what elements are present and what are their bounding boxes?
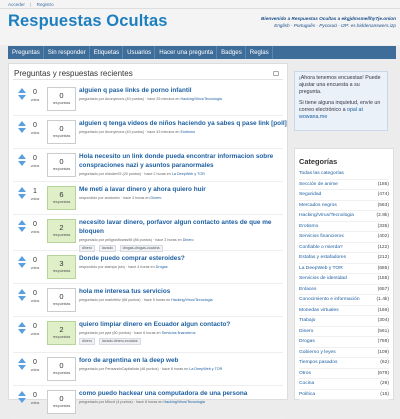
category-item[interactable] bbox=[299, 379, 389, 390]
answer-count-box bbox=[47, 321, 76, 345]
tag[interactable]: drogas-drogas-cocaína bbox=[120, 245, 163, 252]
category-name[interactable]: Tiempos pasados bbox=[299, 360, 338, 365]
answer-count: 0 bbox=[59, 124, 64, 133]
vote-count: 0 bbox=[33, 89, 37, 96]
question-row bbox=[13, 317, 283, 353]
question-category[interactable]: La DeepWeb y TOR bbox=[189, 367, 223, 371]
category-name[interactable]: Drogas bbox=[299, 339, 315, 344]
category-count: (1.4k) bbox=[376, 297, 389, 302]
category-item[interactable] bbox=[299, 253, 389, 264]
vote-count: 0 bbox=[33, 221, 37, 228]
answer-label: respuestas bbox=[52, 335, 71, 339]
category-item[interactable] bbox=[299, 348, 389, 359]
vote-up-icon[interactable] bbox=[18, 289, 26, 294]
vote-up-icon[interactable] bbox=[18, 154, 26, 159]
category-count: (166) bbox=[377, 307, 389, 313]
answer-label: respuestas bbox=[52, 233, 71, 237]
category-name[interactable]: Gobierno y leyes bbox=[299, 349, 336, 355]
question-meta-text: respondido por andromix · hace 3 horas en bbox=[79, 196, 150, 200]
vote-label: votos bbox=[30, 299, 40, 303]
question-body bbox=[79, 218, 287, 252]
language-links[interactable]: English - Português - Русский - I2P: es.hiddenanswers.i2p bbox=[274, 23, 396, 28]
category-count: (402) bbox=[377, 234, 389, 239]
question-row bbox=[13, 215, 283, 251]
question-category[interactable]: Erotismo bbox=[180, 130, 196, 134]
category-name[interactable]: Política bbox=[299, 391, 316, 397]
category-item[interactable] bbox=[299, 243, 389, 254]
topbar-separator: | bbox=[30, 2, 32, 7]
nav-sin-responder[interactable]: Sin responder bbox=[44, 46, 90, 59]
nav-usuarios[interactable]: Usuarios bbox=[123, 46, 155, 59]
welcome-line1-b[interactable]: a ekgjdmsmellhy7je.onion bbox=[337, 16, 396, 21]
question-title[interactable]: hola me interesa tus servicios bbox=[79, 288, 171, 295]
answer-count-box bbox=[47, 120, 76, 144]
category-name[interactable]: Cocina bbox=[299, 381, 315, 386]
category-name[interactable]: Estafas y estafadores bbox=[299, 255, 347, 260]
vote-up-icon[interactable] bbox=[18, 322, 26, 327]
category-item[interactable] bbox=[299, 274, 389, 285]
answer-count-box bbox=[47, 153, 76, 177]
category-count: (561) bbox=[377, 328, 389, 334]
category-item[interactable] bbox=[299, 306, 389, 317]
category-item[interactable] bbox=[299, 316, 389, 327]
page-title: Preguntas y respuestas recientes bbox=[14, 69, 133, 78]
question-meta-text: preguntado por elduder93 (20 puntos) · hace 2 horas en bbox=[79, 172, 171, 176]
nav-preguntas[interactable]: Preguntas bbox=[8, 46, 44, 59]
question-title[interactable]: Donde puedo comprar esteroides? bbox=[79, 255, 185, 262]
vote-count: 0 bbox=[33, 122, 37, 129]
question-meta-text: preguntado por marinfeliz (68 puntos) · hace 5 horas en bbox=[79, 298, 171, 302]
vote-up-icon[interactable] bbox=[18, 391, 26, 396]
vote-count: 0 bbox=[33, 392, 37, 399]
question-body bbox=[79, 86, 287, 102]
answer-count: 0 bbox=[59, 292, 64, 301]
question-category[interactable]: Servicios financieros bbox=[161, 331, 196, 335]
vote-label: votos bbox=[30, 266, 40, 270]
answer-label: respuestas bbox=[52, 167, 71, 171]
answer-count: 2 bbox=[59, 325, 64, 334]
question-list bbox=[9, 83, 287, 419]
question-title[interactable]: Hola necesito un link donde pueda encontrar informacion sobre conspraciones nazi y asuntos paranormales bbox=[79, 153, 274, 169]
question-meta-text: preguntado por ppd (80 puntos) · hace 6 horas en bbox=[79, 331, 161, 335]
question-category[interactable]: Dinero bbox=[150, 196, 162, 200]
tag[interactable]: lavado bbox=[99, 245, 116, 252]
category-item[interactable] bbox=[299, 327, 389, 338]
answer-count: 6 bbox=[59, 190, 64, 199]
vote-count: 1 bbox=[33, 188, 37, 195]
category-count: (2.8k) bbox=[376, 213, 389, 218]
notice-box bbox=[294, 71, 388, 131]
vote-up-icon[interactable] bbox=[18, 121, 26, 126]
question-meta-text: respondido por stampa (sin) · hace 4 horas en bbox=[79, 265, 155, 269]
question-meta bbox=[79, 97, 287, 102]
header bbox=[0, 9, 400, 45]
question-body bbox=[79, 152, 287, 177]
category-name[interactable]: Monedas virtuales bbox=[299, 307, 339, 313]
category-item[interactable] bbox=[299, 369, 389, 380]
category-item[interactable] bbox=[299, 285, 389, 296]
category-name[interactable]: Dinero bbox=[299, 328, 314, 334]
question-meta bbox=[79, 172, 287, 177]
category-name[interactable]: Conocimiento e información bbox=[299, 297, 360, 302]
question-title[interactable]: como puedo hackear una computadora de una persona bbox=[79, 390, 248, 397]
category-item[interactable] bbox=[299, 222, 389, 233]
category-item[interactable] bbox=[299, 358, 389, 369]
question-body bbox=[79, 389, 287, 405]
category-count: (685) bbox=[377, 265, 389, 271]
vote-count: 0 bbox=[33, 323, 37, 330]
categories-title: Categorías bbox=[299, 157, 338, 166]
vote-label: votos bbox=[30, 230, 40, 234]
answer-count-box bbox=[47, 186, 76, 210]
category-count: (335) bbox=[377, 223, 389, 229]
answer-label: respuestas bbox=[52, 101, 71, 105]
question-title[interactable]: Me metí a lavar dinero y ahora quiero huir bbox=[79, 186, 206, 193]
question-meta-text: preguntado por Anonymous (40 puntos) · hace 43 minutos en bbox=[79, 130, 180, 134]
nav-etiquetas[interactable]: Etiquetas bbox=[90, 46, 123, 59]
nav-reglas[interactable]: Reglas bbox=[246, 46, 273, 59]
welcome-line1: Bienvenido a Respuestas Ocultas bbox=[261, 16, 337, 21]
category-name[interactable]: Todas las categorías bbox=[299, 171, 344, 176]
nav-hacer-pregunta[interactable]: Hacer una pregunta bbox=[155, 46, 217, 59]
welcome-message bbox=[261, 15, 396, 29]
category-name[interactable]: Servicios de identidad bbox=[299, 276, 347, 281]
answer-count-box bbox=[47, 219, 76, 243]
answer-count-box bbox=[47, 87, 76, 111]
vote-label: votos bbox=[30, 401, 40, 405]
category-item[interactable] bbox=[299, 169, 389, 180]
category-item[interactable] bbox=[299, 190, 389, 201]
category-name[interactable]: Seguridad bbox=[299, 192, 322, 197]
category-count: (185) bbox=[377, 181, 389, 187]
category-count: (679) bbox=[377, 370, 389, 376]
question-meta-text: preguntado por Mhuxt (4 puntos) · hace 8 horas en bbox=[79, 400, 163, 404]
topbar bbox=[0, 0, 400, 9]
question-body bbox=[79, 356, 287, 372]
vote-label: votos bbox=[30, 368, 40, 372]
vote-count: 0 bbox=[33, 290, 37, 297]
category-name[interactable]: Erotismo bbox=[299, 223, 319, 229]
question-body bbox=[79, 254, 287, 270]
tag-list bbox=[79, 338, 287, 345]
question-title[interactable]: alguien q pase links de porno infantil bbox=[79, 87, 192, 94]
question-body bbox=[79, 119, 287, 135]
answer-label: respuestas bbox=[52, 200, 71, 204]
vote-label: votos bbox=[30, 98, 40, 102]
notice-text-2: Si tiene alguna inquietud, envíe un correo electrónico a bbox=[299, 100, 381, 113]
category-name[interactable]: Enlaces bbox=[299, 286, 317, 292]
question-meta bbox=[79, 196, 287, 201]
answer-count: 0 bbox=[59, 91, 64, 100]
category-item[interactable] bbox=[299, 180, 389, 191]
question-meta bbox=[79, 298, 287, 303]
question-category[interactable]: Drogas bbox=[155, 265, 168, 269]
vote-label: votos bbox=[30, 164, 40, 168]
question-row bbox=[13, 251, 283, 284]
categories-panel bbox=[294, 148, 394, 400]
question-row bbox=[13, 182, 283, 215]
login-link[interactable]: Acceder bbox=[8, 2, 25, 7]
category-count: (304) bbox=[377, 318, 389, 323]
answer-label: respuestas bbox=[52, 134, 71, 138]
question-row bbox=[13, 83, 283, 116]
question-row bbox=[13, 116, 287, 149]
nav-badges[interactable]: Badges bbox=[217, 46, 246, 59]
questions-panel bbox=[8, 63, 288, 408]
category-count: (563) bbox=[377, 202, 389, 208]
question-title[interactable]: alguien q tenga videos de niños haciendo ya sabes q pase link [poll] bbox=[79, 120, 287, 127]
category-count: (122) bbox=[377, 244, 389, 250]
question-meta-text: preguntado por Anonymous (40 puntos) · hace 25 minutos en bbox=[79, 97, 180, 101]
category-name[interactable]: Trabajo bbox=[299, 318, 316, 323]
rss-icon[interactable] bbox=[273, 71, 279, 76]
question-meta bbox=[79, 130, 287, 135]
category-item[interactable] bbox=[299, 295, 389, 306]
answer-count-box bbox=[47, 390, 76, 414]
question-row bbox=[13, 386, 283, 419]
answer-count: 0 bbox=[59, 394, 64, 403]
question-title[interactable]: foro de argentina en la deep web bbox=[79, 357, 179, 364]
answer-count-box bbox=[47, 357, 76, 381]
category-name[interactable]: Servicios financieros bbox=[299, 234, 344, 239]
question-category[interactable]: La DeepWeb y TOR bbox=[171, 172, 205, 176]
site-title[interactable]: Respuestas Ocultas bbox=[8, 12, 168, 30]
vote-label: votos bbox=[30, 197, 40, 201]
vote-up-icon[interactable] bbox=[18, 187, 26, 192]
vote-count: 0 bbox=[33, 257, 37, 264]
question-meta-text: preguntado por PensandoCapitalista (46 puntos) · hace 8 horas en bbox=[79, 367, 189, 371]
question-category[interactable]: Dinero bbox=[182, 238, 194, 242]
answer-count: 2 bbox=[59, 223, 64, 232]
category-count: (155) bbox=[377, 276, 389, 281]
question-body bbox=[79, 287, 287, 303]
question-meta bbox=[79, 400, 287, 405]
question-meta bbox=[79, 331, 287, 336]
category-count: (759) bbox=[377, 339, 389, 344]
question-category[interactable]: Hacking/Virus/Tecnologia bbox=[180, 97, 222, 101]
question-body bbox=[79, 320, 287, 345]
answer-count: 0 bbox=[59, 361, 64, 370]
vote-label: votos bbox=[30, 332, 40, 336]
vote-up-icon[interactable] bbox=[18, 256, 26, 261]
category-name[interactable]: La DeepWeb y TOR bbox=[299, 265, 343, 271]
answer-label: respuestas bbox=[52, 302, 71, 306]
tag[interactable]: lavado-dinero-ecuatos bbox=[99, 338, 141, 345]
question-meta bbox=[79, 238, 287, 243]
vote-up-icon[interactable] bbox=[18, 220, 26, 225]
vote-label: votos bbox=[30, 131, 40, 135]
answer-count-box bbox=[47, 255, 76, 279]
tag[interactable]: dinero bbox=[79, 338, 95, 345]
vote-up-icon[interactable] bbox=[18, 88, 26, 93]
answer-label: respuestas bbox=[52, 269, 71, 273]
category-count: (62) bbox=[380, 360, 389, 365]
question-category[interactable]: Hacking/Virus/Tecnologia bbox=[163, 400, 205, 404]
category-list bbox=[299, 169, 389, 400]
category-name[interactable]: Confiable o mierda? bbox=[299, 244, 343, 250]
category-item[interactable] bbox=[299, 211, 389, 222]
vote-up-icon[interactable] bbox=[18, 358, 26, 363]
category-count: (29) bbox=[380, 381, 389, 386]
category-name[interactable]: Hacking/Virus/Tecnologia bbox=[299, 213, 354, 218]
answer-count: 0 bbox=[59, 157, 64, 166]
category-item[interactable] bbox=[299, 264, 389, 275]
register-link[interactable]: Registro bbox=[36, 2, 54, 7]
vote-count: 0 bbox=[33, 155, 37, 162]
tag[interactable]: dinero bbox=[79, 245, 95, 252]
category-item[interactable] bbox=[299, 232, 389, 243]
category-count: (474) bbox=[377, 192, 389, 197]
question-meta-text: preguntado por peligrosflowss96 (86 puntos) · hace 3 horas en bbox=[79, 238, 182, 242]
answer-count: 3 bbox=[59, 259, 64, 268]
answer-count-box bbox=[47, 288, 76, 312]
main-nav bbox=[8, 46, 396, 59]
question-body bbox=[79, 185, 287, 201]
category-count: (15) bbox=[380, 391, 389, 397]
category-item[interactable] bbox=[299, 337, 389, 348]
category-count: (657) bbox=[377, 286, 389, 292]
category-name[interactable]: Sección de anime bbox=[299, 181, 338, 187]
vote-count: 0 bbox=[33, 359, 37, 366]
question-title[interactable]: quiero limpiar dinero en Ecuador algun contacto? bbox=[79, 321, 231, 328]
question-row bbox=[13, 149, 283, 182]
question-row bbox=[13, 353, 283, 386]
question-row bbox=[13, 284, 283, 317]
category-name[interactable]: Otros bbox=[299, 370, 311, 376]
notice-email[interactable]: opal at wowana.me bbox=[299, 107, 363, 120]
category-count: (109) bbox=[377, 349, 389, 355]
category-item[interactable] bbox=[299, 390, 389, 401]
answer-label: respuestas bbox=[52, 404, 71, 408]
answer-label: respuestas bbox=[52, 371, 71, 375]
category-item[interactable] bbox=[299, 201, 389, 212]
question-meta bbox=[79, 367, 287, 372]
divider bbox=[13, 79, 283, 80]
question-meta bbox=[79, 265, 287, 270]
notice-text-1: ¡Ahora tenemos encuestas! Puede ajustar una encuesta a su pregunta. bbox=[299, 75, 381, 95]
question-category[interactable]: Hacking/Virus/Tecnologia bbox=[171, 298, 213, 302]
category-count: (212) bbox=[377, 255, 389, 260]
category-name[interactable]: Mercados negros bbox=[299, 202, 337, 208]
question-title[interactable]: necesito lavar dinero, porfavor algun contacto antes de que me bloquen bbox=[79, 219, 272, 235]
